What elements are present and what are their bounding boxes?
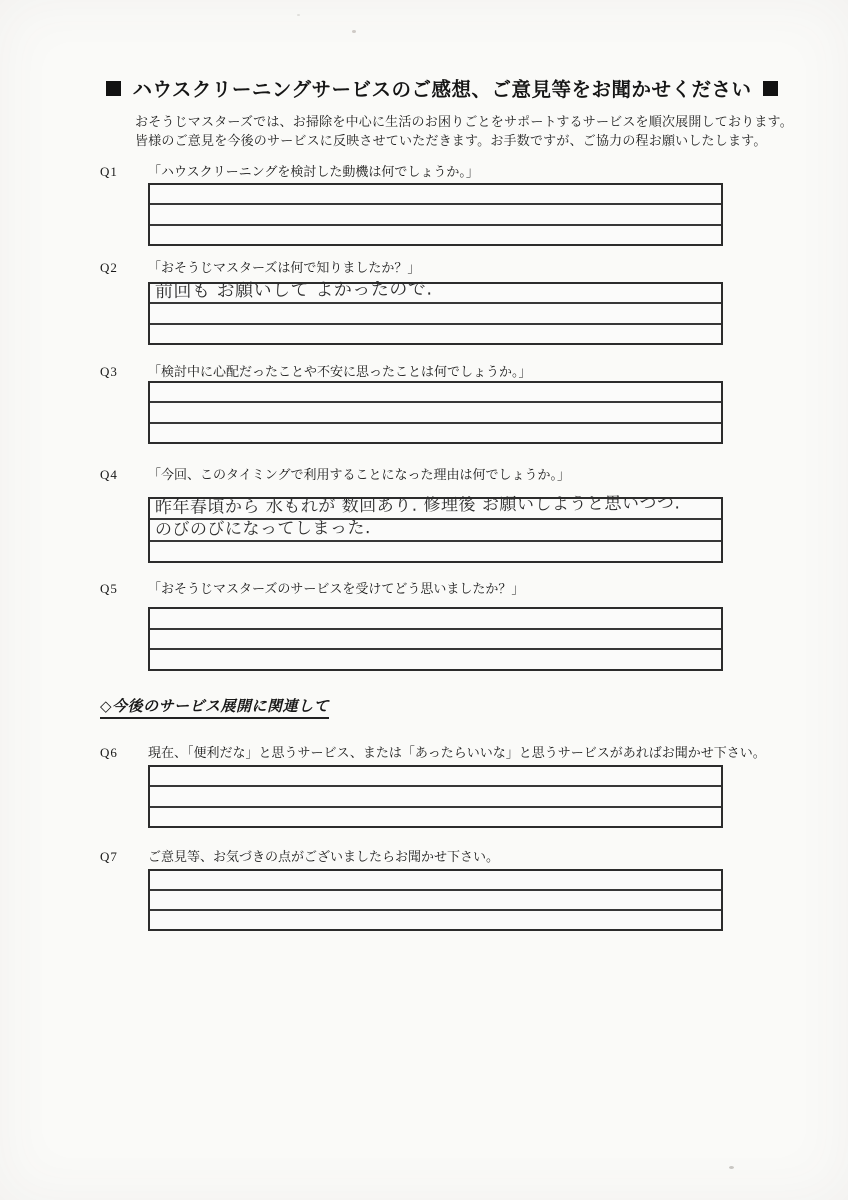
- question-text: 「今回、このタイミングで利用することになった理由は何でしょうか。」: [148, 467, 570, 482]
- answer-box-q5: [148, 607, 723, 671]
- answer-box-q6: [148, 765, 723, 828]
- question-number: Q1: [100, 164, 118, 179]
- handwritten-answer: 昨年春頃から 水もれが 数回あり. 修理後 お願いしようと思いつつ.: [154, 493, 681, 519]
- intro-line-2: 皆様のご意見を今後のサービスに反映させていただきます。お手数ですが、ご協力の程お願いしたします。: [135, 133, 767, 148]
- scan-speck: [729, 1166, 734, 1169]
- question-label-row: [100, 361, 748, 380]
- answer-box-q4: [148, 493, 723, 563]
- handwritten-answer: 前回も お願いして よかったので.: [154, 278, 433, 303]
- answer-line: [150, 323, 721, 343]
- answer-box-q2: [148, 278, 723, 345]
- answer-line: [150, 203, 721, 223]
- question-block-q6: [100, 742, 766, 828]
- question-label-row: [100, 257, 748, 276]
- question-text: 「おそうじマスターズは何で知りましたか？」: [148, 260, 421, 275]
- black-square-icon: [763, 81, 778, 96]
- answer-line: [150, 185, 721, 203]
- answer-line: [150, 648, 721, 669]
- answer-box-q3: [148, 381, 723, 444]
- question-number: Q2: [100, 260, 118, 275]
- intro-paragraph: [135, 112, 800, 150]
- question-block-q7: [100, 846, 748, 931]
- scan-speck: [352, 30, 356, 33]
- scan-speck: [297, 14, 300, 16]
- answer-line: [150, 889, 721, 909]
- question-text: ご意見等、お気づきの点がございましたらお聞かせ下さい。: [148, 849, 500, 864]
- question-number: Q5: [100, 581, 118, 596]
- handwritten-answer: のびのびになってしまった.: [154, 517, 371, 540]
- question-block-q3: [100, 361, 748, 444]
- black-square-icon: [106, 81, 121, 96]
- question-number: Q6: [100, 745, 118, 760]
- answer-box-q1: [148, 183, 723, 246]
- question-block-q5: [100, 578, 748, 672]
- question-label-row: [100, 161, 748, 180]
- answer-line: [150, 540, 721, 561]
- question-label-row: [100, 464, 748, 483]
- answer-line: [150, 302, 721, 322]
- answer-line: [150, 518, 721, 539]
- question-block-q1: [100, 161, 748, 246]
- section-heading: ◇今後のサービス展開に関連して: [100, 695, 329, 719]
- answer-line: [150, 383, 721, 401]
- answer-box-q7: [148, 869, 723, 931]
- form-title-row: [106, 74, 778, 102]
- answer-line: [150, 609, 721, 628]
- answer-line: [150, 401, 721, 421]
- question-text: 現在、「便利だな」と思うサービス、または「あったらいいな」と思うサービスがあればお聞かせ下さい。: [148, 745, 766, 760]
- answer-line: [150, 871, 721, 889]
- answer-line: [150, 278, 721, 303]
- question-label-row: [100, 742, 766, 761]
- question-block-q4: [100, 464, 748, 563]
- intro-line-1: おそうじマスターズでは、お掃除を中心に生活のお困りごとをサポートするサービスを順次展開しております。: [135, 114, 793, 129]
- answer-line: [150, 422, 721, 442]
- question-number: Q3: [100, 364, 118, 379]
- question-text: 「おそうじマスターズのサービスを受けてどう思いましたか？」: [148, 581, 525, 596]
- question-block-q2: [100, 257, 748, 345]
- question-label-row: [100, 846, 748, 865]
- question-number: Q4: [100, 467, 118, 482]
- answer-line: [150, 909, 721, 929]
- question-number: Q7: [100, 849, 118, 864]
- form-title: ハウスクリーニングサービスのご感想、ご意見等をお聞かせください: [132, 80, 752, 101]
- answer-line: [150, 785, 721, 805]
- question-text: 「ハウスクリーニングを検討した動機は何でしょうか。」: [148, 164, 479, 179]
- answer-line: [150, 493, 721, 519]
- answer-line: [150, 628, 721, 649]
- question-text: 「検討中に心配だったことや不安に思ったことは何でしょうか。」: [148, 364, 532, 379]
- answer-line: [150, 767, 721, 785]
- answer-line: [150, 806, 721, 826]
- answer-line: [150, 224, 721, 244]
- question-label-row: [100, 578, 748, 597]
